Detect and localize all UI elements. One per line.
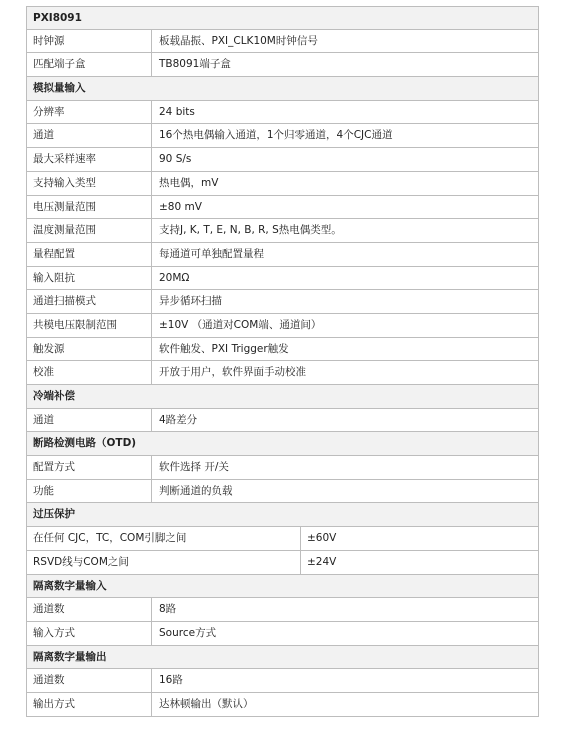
- spec-row: [26, 361, 539, 385]
- spec-key: 在任何 CJC，TC，COM引脚之间: [27, 527, 301, 550]
- section-header: 模拟量输入: [26, 77, 539, 101]
- spec-key: 支持输入类型: [27, 172, 152, 195]
- spec-row: [26, 30, 539, 54]
- spec-value: ±24V: [307, 555, 337, 568]
- spec-row: [26, 527, 539, 551]
- spec-value: 4路差分: [159, 413, 198, 426]
- spec-row: [26, 290, 539, 314]
- spec-value: 异步循环扫描: [159, 295, 222, 308]
- spec-row: [26, 172, 539, 196]
- section-header: 冷端补偿: [26, 385, 539, 409]
- spec-value: ±80 mV: [159, 200, 202, 213]
- spec-value: 24 bits: [159, 105, 195, 118]
- spec-key: 通道数: [27, 669, 152, 692]
- spec-key: 共模电压限制范围: [27, 314, 152, 337]
- spec-table: [26, 6, 539, 717]
- spec-row: [26, 124, 539, 148]
- spec-key: 配置方式: [27, 456, 152, 479]
- spec-key: 电压测量范围: [27, 196, 152, 219]
- spec-key: 匹配端子盒: [27, 53, 152, 76]
- spec-key: 通道: [27, 409, 152, 432]
- spec-row: [26, 196, 539, 220]
- spec-key: 触发源: [27, 338, 152, 361]
- spec-value: ±10V （通道对COM端、通道间）: [159, 318, 322, 331]
- spec-row: [26, 693, 539, 717]
- spec-row: [26, 338, 539, 362]
- section-header: PXI8091: [26, 6, 539, 30]
- spec-value: 达林顿输出（默认）: [159, 697, 254, 710]
- section-header: 隔离数字量输入: [26, 575, 539, 599]
- spec-key: 量程配置: [27, 243, 152, 266]
- section-header: 断路检测电路（OTD): [26, 432, 539, 456]
- spec-key: 时钟源: [27, 30, 152, 53]
- spec-row: [26, 148, 539, 172]
- spec-key: 校准: [27, 361, 152, 384]
- spec-value: 软件触发、PXI Trigger触发: [159, 342, 289, 355]
- spec-value: 板载晶振、PXI_CLK10M时钟信号: [159, 34, 318, 47]
- spec-row: [26, 267, 539, 291]
- section-header: 过压保护: [26, 503, 539, 527]
- spec-row: [26, 409, 539, 433]
- spec-value: 热电偶，mV: [159, 176, 219, 189]
- spec-row: [26, 456, 539, 480]
- spec-value: 20MΩ: [159, 271, 190, 284]
- spec-key: RSVD线与COM之间: [27, 551, 301, 574]
- spec-row: [26, 598, 539, 622]
- spec-row: [26, 622, 539, 646]
- spec-key: 输入阻抗: [27, 267, 152, 290]
- spec-value: 开放于用户，软件界面手动校准: [159, 366, 306, 379]
- spec-key: 分辨率: [27, 101, 152, 124]
- spec-value: 支持J, K, T, E, N, B, R, S热电偶类型。: [159, 224, 342, 237]
- spec-row: [26, 243, 539, 267]
- spec-key: 通道: [27, 124, 152, 147]
- spec-value: 90 S/s: [159, 153, 192, 166]
- spec-key: 输入方式: [27, 622, 152, 645]
- spec-row: [26, 480, 539, 504]
- spec-key: 温度测量范围: [27, 219, 152, 242]
- spec-value: 判断通道的负载: [159, 484, 233, 497]
- spec-row: [26, 314, 539, 338]
- spec-value: 每通道可单独配置量程: [159, 247, 264, 260]
- spec-value: 16个热电偶输入通道，1个归零通道，4个CJC通道: [159, 129, 393, 142]
- spec-value: 8路: [159, 603, 177, 616]
- spec-row: [26, 219, 539, 243]
- spec-row: [26, 101, 539, 125]
- spec-key: 通道扫描模式: [27, 290, 152, 313]
- spec-key: 功能: [27, 480, 152, 503]
- spec-row: [26, 669, 539, 693]
- spec-key: 最大采样速率: [27, 148, 152, 171]
- spec-value: TB8091端子盒: [159, 58, 231, 71]
- spec-value: 软件选择 开/关: [159, 461, 229, 474]
- spec-key: 输出方式: [27, 693, 152, 716]
- spec-value: ±60V: [307, 532, 337, 545]
- spec-value: 16路: [159, 674, 183, 687]
- spec-value: Source方式: [159, 626, 217, 639]
- spec-key: 通道数: [27, 598, 152, 621]
- section-header: 隔离数字量输出: [26, 646, 539, 670]
- spec-row: [26, 551, 539, 575]
- spec-row: [26, 53, 539, 77]
